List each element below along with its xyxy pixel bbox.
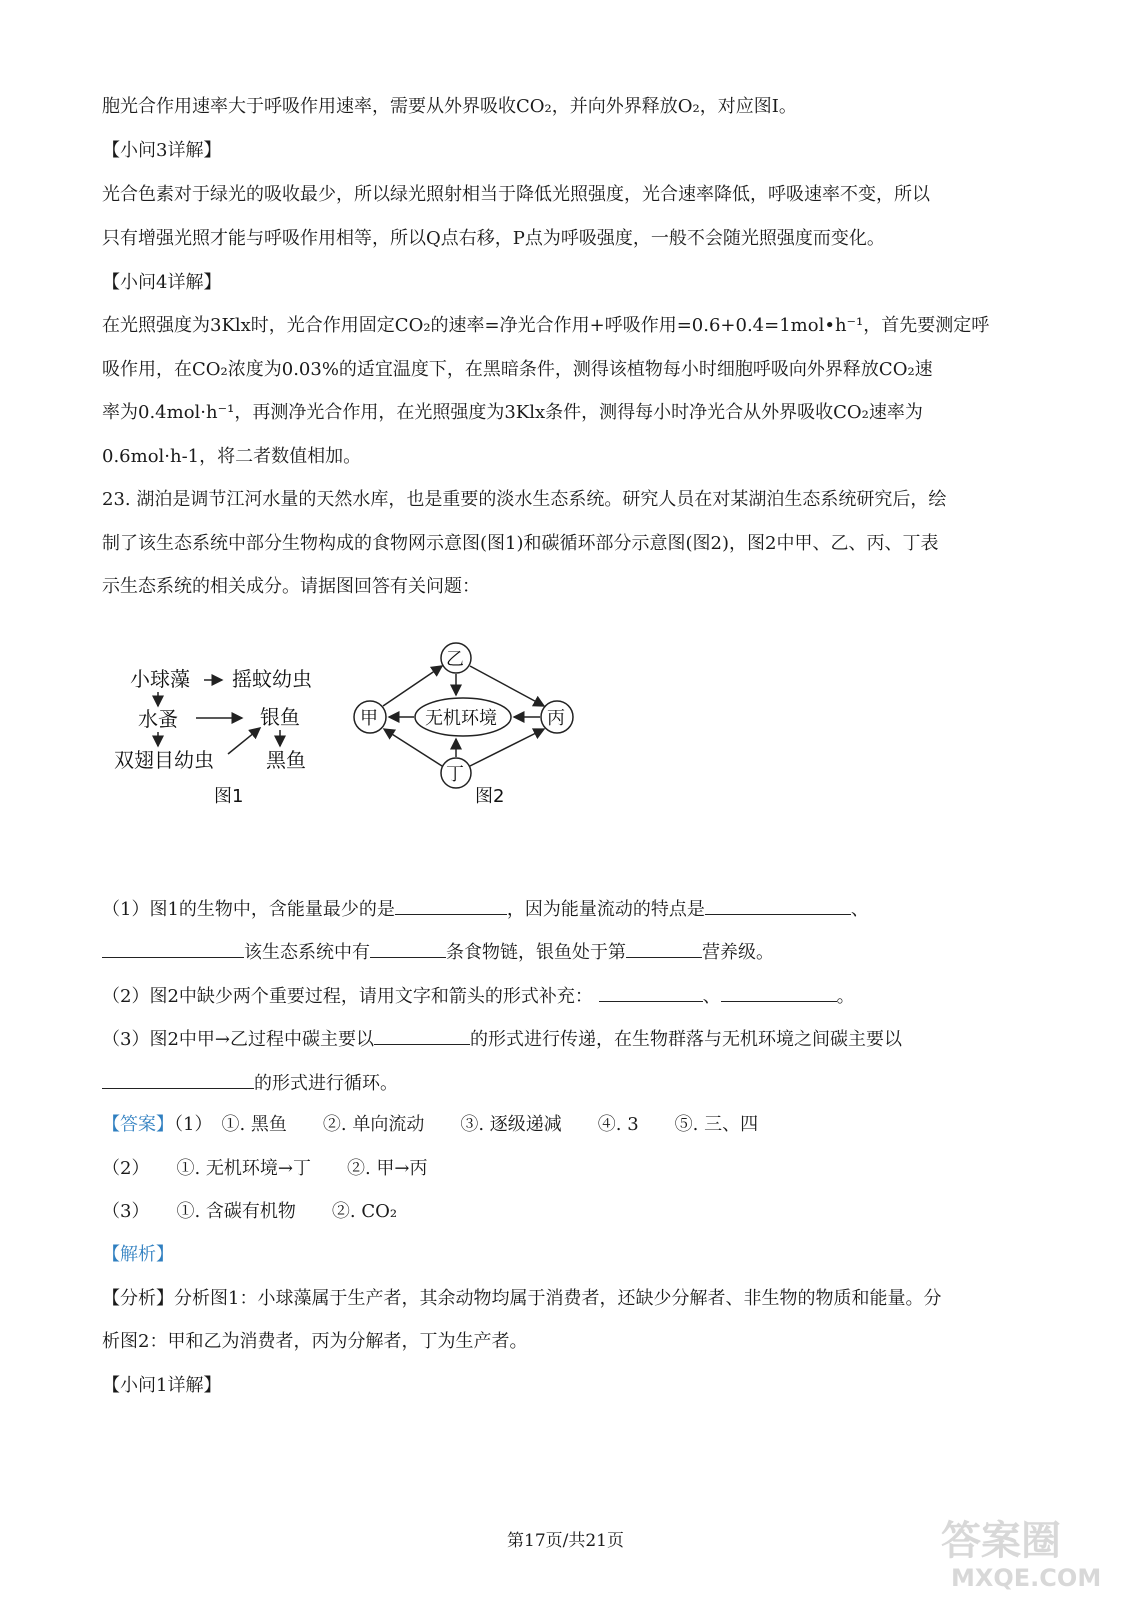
question-text: ，因为能量流动的特点是 bbox=[506, 899, 705, 920]
answer-row-3: （3） ①. 含碳有机物 ②. CO₂ bbox=[102, 1201, 398, 1222]
question-1-line-2 bbox=[102, 939, 774, 964]
node-yi: 乙 bbox=[446, 649, 464, 670]
ecosystem-diagrams bbox=[100, 630, 620, 820]
question-stem: 示生态系统的相关成分。请据图回答有关问题： bbox=[102, 576, 480, 597]
node-bing: 丙 bbox=[547, 708, 565, 729]
answer-text: （1） ①. 黑鱼 ②. 单向流动 ③. 逐级递减 ④. 3 ⑤. 三、四 bbox=[174, 1114, 759, 1135]
section-heading: 【小问3详解】 bbox=[102, 140, 222, 161]
question-2-line bbox=[102, 983, 855, 1008]
answer-blank[interactable] bbox=[599, 983, 703, 1002]
answer-blank[interactable] bbox=[102, 1070, 254, 1089]
question-text: （2）图2中缺少两个重要过程，请用文字和箭头的形式补充： bbox=[102, 986, 593, 1007]
answer-row-2: （2） ①. 无机环境→丁 ②. 甲→丙 bbox=[102, 1158, 428, 1179]
page-footer: 第17页/共21页 bbox=[507, 1531, 624, 1551]
answer-blank[interactable] bbox=[395, 896, 507, 915]
question-3-line-1 bbox=[102, 1026, 902, 1051]
figure1-caption: 图1 bbox=[214, 786, 244, 807]
node-chishuangmu-youchong: 双翅目幼虫 bbox=[114, 748, 214, 772]
figure2-caption: 图2 bbox=[475, 786, 505, 807]
question-text: 、 bbox=[850, 899, 869, 920]
node-wuji-huanjing: 无机环境 bbox=[425, 708, 497, 729]
answer-blank[interactable] bbox=[721, 983, 837, 1002]
watermark-logo bbox=[911, 1506, 1111, 1596]
answer-blank[interactable] bbox=[705, 896, 851, 915]
answer-blank[interactable] bbox=[370, 939, 446, 958]
node-heiyu: 黑鱼 bbox=[266, 748, 306, 772]
answer-blank[interactable] bbox=[626, 939, 702, 958]
analysis-line: 析图2：甲和乙为消费者，丙为分解者，丁为生产者。 bbox=[102, 1331, 528, 1352]
question-stem: 23. 湖泊是调节江河水量的天然水库，也是重要的淡水生态系统。研究人员在对某湖泊生态系统研究后，绘 bbox=[102, 489, 947, 510]
carbon-cycle-figure bbox=[354, 643, 573, 807]
analysis-line: 【分析】分析图1：小球藻属于生产者，其余动物均属于消费者，还缺少分解者、非生物的物质和能量。分 bbox=[102, 1288, 942, 1309]
question-text: 的形式进行循环。 bbox=[254, 1073, 398, 1094]
analysis-tag: 【解析】 bbox=[102, 1244, 174, 1265]
watermark-top: 答案圈 bbox=[941, 1518, 1061, 1564]
answer-blank[interactable] bbox=[102, 939, 244, 958]
question-text: （1）图1的生物中，含能量最少的是 bbox=[102, 899, 395, 920]
node-ding: 丁 bbox=[446, 764, 464, 785]
arrow bbox=[228, 728, 260, 754]
question-text: 条食物链，银鱼处于第 bbox=[446, 942, 626, 963]
node-jia: 甲 bbox=[360, 708, 378, 729]
section-heading: 【小问1详解】 bbox=[102, 1375, 222, 1396]
section-heading: 【小问4详解】 bbox=[102, 272, 222, 293]
arrow-ding-jia bbox=[384, 729, 442, 766]
question-text: 、 bbox=[702, 986, 721, 1007]
text-line: 胞光合作用速率大于呼吸作用速率，需要从外界吸收CO₂，并向外界释放O₂，对应图I。 bbox=[102, 96, 797, 117]
watermark-bottom: MXQE.COM bbox=[951, 1564, 1102, 1592]
text-line: 在光照强度为3Klx时，光合作用固定CO₂的速率=净光合作用+呼吸作用=0.6+0.4=1mol•h⁻¹，首先要测定呼 bbox=[102, 315, 990, 336]
node-yinyu: 银鱼 bbox=[260, 705, 300, 729]
text-line: 只有增强光照才能与呼吸作用相等，所以Q点右移，P点为呼吸强度，一般不会随光照强度而变化。 bbox=[102, 228, 885, 249]
question-3-line-2 bbox=[102, 1070, 398, 1095]
text-line: 光合色素对于绿光的吸收最少，所以绿光照射相当于降低光照强度，光合速率降低，呼吸速率不变，所以 bbox=[102, 184, 930, 205]
question-text: 。 bbox=[836, 986, 855, 1007]
text-line: 吸作用，在CO₂浓度为0.03%的适宜温度下，在黑暗条件，测得该植物每小时细胞呼吸向外界释放CO₂速 bbox=[102, 359, 933, 380]
answer-blank[interactable] bbox=[374, 1026, 470, 1045]
answer-row-1 bbox=[102, 1114, 758, 1136]
question-1-line-1 bbox=[102, 896, 869, 921]
node-yaowen-youchong: 摇蚊幼虫 bbox=[232, 667, 312, 691]
question-text: 的形式进行传递，在生物群落与无机环境之间碳主要以 bbox=[470, 1029, 902, 1050]
arrow-jia-yi bbox=[383, 666, 442, 706]
question-text: 营养级。 bbox=[702, 942, 774, 963]
food-web-figure bbox=[114, 667, 312, 807]
text-line: 0.6mol·h-1，将二者数值相加。 bbox=[102, 446, 362, 467]
node-shuizao: 水蚤 bbox=[138, 707, 178, 731]
question-stem: 制了该生态系统中部分生物构成的食物网示意图(图1)和碳循环部分示意图(图2)，图2中甲、乙、丙、丁表 bbox=[102, 533, 939, 554]
text-line: 率为0.4mol·h⁻¹，再测净光合作用，在光照强度为3Klx条件，测得每小时净光合从外界吸收CO₂速率为 bbox=[102, 402, 923, 423]
question-text: （3）图2中甲→乙过程中碳主要以 bbox=[102, 1029, 374, 1050]
question-text: 该生态系统中有 bbox=[244, 942, 370, 963]
node-xiaoqiuzao: 小球藻 bbox=[130, 667, 190, 691]
answer-tag: 【答案】 bbox=[102, 1114, 174, 1135]
